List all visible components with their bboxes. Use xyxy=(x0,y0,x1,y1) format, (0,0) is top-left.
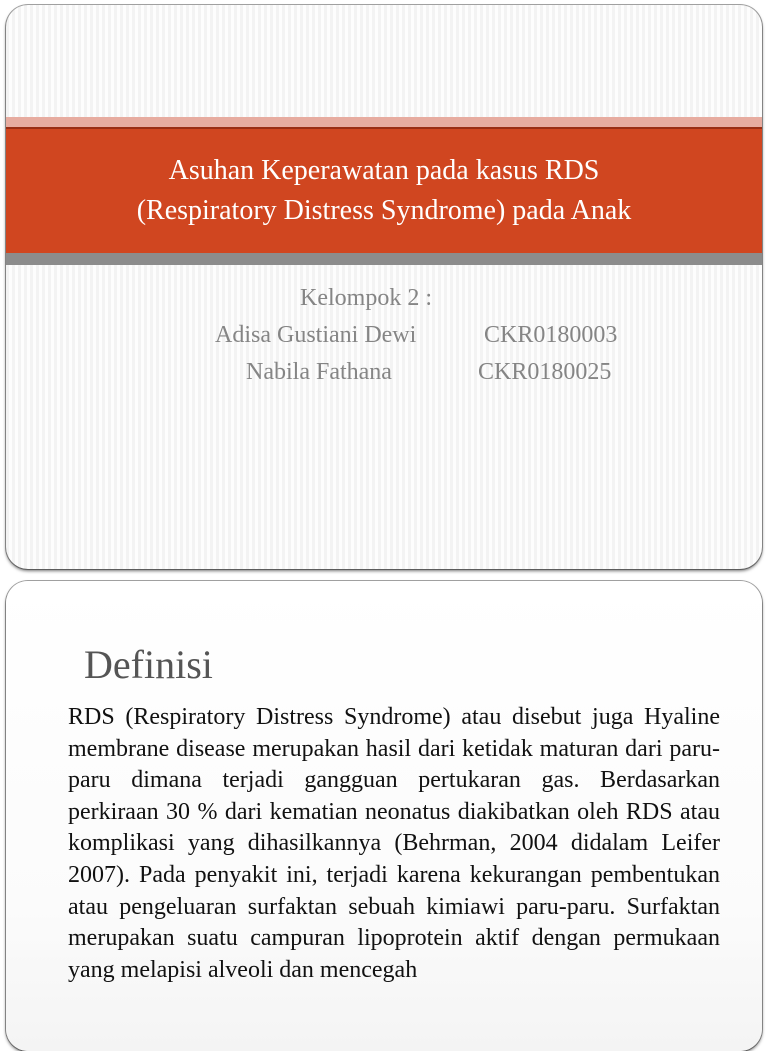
definition-slide xyxy=(6,581,762,1051)
member-name: Adisa Gustiani Dewi xyxy=(215,322,417,348)
accent-stripe xyxy=(6,117,762,127)
title-slide xyxy=(6,5,762,569)
title-band xyxy=(6,127,762,253)
member-id: CKR0180025 xyxy=(478,359,612,385)
member-name: Nabila Fathana xyxy=(246,359,392,385)
group-label-row xyxy=(6,280,762,317)
section-heading: Definisi xyxy=(84,642,213,687)
slide-title-line-1: Asuhan Keperawatan pada kasus RDS xyxy=(168,155,600,186)
slide-title-line-2: (Respiratory Distress Syndrome) pada Anak xyxy=(136,195,632,226)
slide-title xyxy=(6,151,762,231)
group-info xyxy=(6,280,762,391)
group-label: Kelompok 2 : xyxy=(300,285,432,311)
member-row xyxy=(6,317,762,354)
definition-body: RDS (Respiratory Distress Syndrome) atau disebut juga Hyaline membrane disease merupakan hasil dari ketidak maturan dari paru-paru dimana terjadi gangguan pertukaran gas. Berdasarkan perkiraan 30 % dari kematian neonatus diakibatkan oleh RDS atau komplikasi yang dihasilkannya (Behrman, 2004 didalam Leifer 2007). Pada penyakit ini, terjadi karena kekurangan pembentukan atau pengeluaran surfaktan sebuah kimiawi paru-paru. Surfaktan merupakan suatu campuran lipoprotein aktif dengan permukaan yang melapisi alveoli dan mencegah xyxy=(68,704,720,983)
shadow-stripe xyxy=(6,253,762,265)
member-id: CKR0180003 xyxy=(484,322,618,348)
member-row xyxy=(6,354,762,391)
